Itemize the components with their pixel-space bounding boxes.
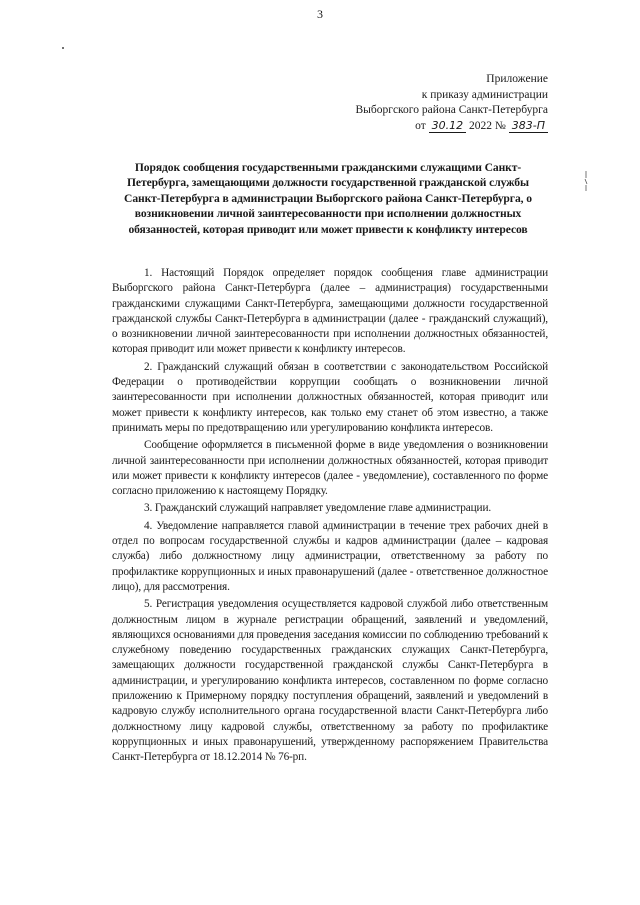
appendix-line-3: Выборгского района Санкт-Петербурга <box>355 104 548 116</box>
scan-speck <box>62 47 64 49</box>
paragraph-2-cont: Сообщение оформляется в письменной форме в виде уведомления о возникновении личной заинтересованности при исполнении должностных обязанностей, которая приводит или может привести к конфликту интересов (далее - уведомление), составленного по форме согласно приложению к настоящему Порядку. <box>112 439 548 498</box>
paragraph-2: 2. Гражданский служащий обязан в соответствии с законодательством Российской Федерации о противодействии коррупции сообщать о возникновении личной заинтересованности при исполнении должностных обязанностей, которая приводит или может привести к конфликту интересов, как только ему станет об этом известно, а также принимать меры по предотвращению или урегулированию конфликта интересов. <box>112 360 548 434</box>
document-title: Порядок сообщения государственными гражданскими служащими Санкт-Петербурга, замещающими должности государственной гражданской службы Санкт-Петербурга в администрации Выборгского района Санкт-Петербурга, о возникновении личной заинтересованности при исполнении должностных обязанностей, которая приводит или может привести к конфликту интересов <box>124 161 532 236</box>
appendix-date-line <box>355 119 548 135</box>
paragraph-3: 3. Гражданский служащий направляет уведомление главе администрации. <box>144 502 492 515</box>
paragraph-4: 4. Уведомление направляется главой администрации в течение трех рабочих дней в отдел по вопросам государственной службы и кадров администрации (далее – кадровая служба) либо должностному лицу администрации, ответственному за работу по профилактике коррупционных и иных правонарушений (далее - ответственное должностное лицо), для рассмотрения. <box>112 519 548 593</box>
handwritten-date: 30.12 <box>429 120 467 133</box>
margin-pen-mark <box>583 170 589 192</box>
appendix-line-1: Приложение <box>486 73 548 85</box>
date-prefix: от <box>415 119 426 132</box>
handwritten-number: 383-П <box>509 120 548 133</box>
paragraph-1: 1. Настоящий Порядок определяет порядок сообщения главе администрации Выборгского района Санкт-Петербурга (далее – администрация) государственными гражданскими служащими Санкт-Петербурга, замещающими должности государственной гражданской службы Санкт-Петербурга в администрации (далее - гражданский служащий), о возникновении личной заинтересованности при исполнении должностных обязанностей, которая приводит или может привести к конфликту интересов. <box>112 267 548 356</box>
page-number: 3 <box>317 7 323 21</box>
paragraph-5: 5. Регистрация уведомления осуществляется кадровой службой либо ответственным должностным лицом в журнале регистрации обращений, заявлений и уведомлений, являющихся основаниями для проведения заседания комиссии по соблюдению требований к служебному поведению государственных гражданских служащих Санкт-Петербурга, замещающих должности государственной гражданской службы Санкт-Петербурга в администрации, и урегулированию конфликта интересов, составленном по форме согласно приложению к Примерному порядку поступления обращений, заявлений и уведомлений в кадровую службу исполнительного органа государственной власти Санкт-Петербурга либо должностному лицу кадровой службы, ответственному за работу по профилактике коррупционных и иных правонарушений, утвержденному распоряжением Правительства Санкт-Петербурга от 18.12.2014 № 76-рп. <box>112 598 548 764</box>
document-body <box>112 266 548 766</box>
appendix-header <box>355 72 548 134</box>
number-prefix: № <box>494 119 506 132</box>
year: 2022 <box>469 119 493 132</box>
appendix-line-2: к приказу администрации <box>421 88 548 101</box>
